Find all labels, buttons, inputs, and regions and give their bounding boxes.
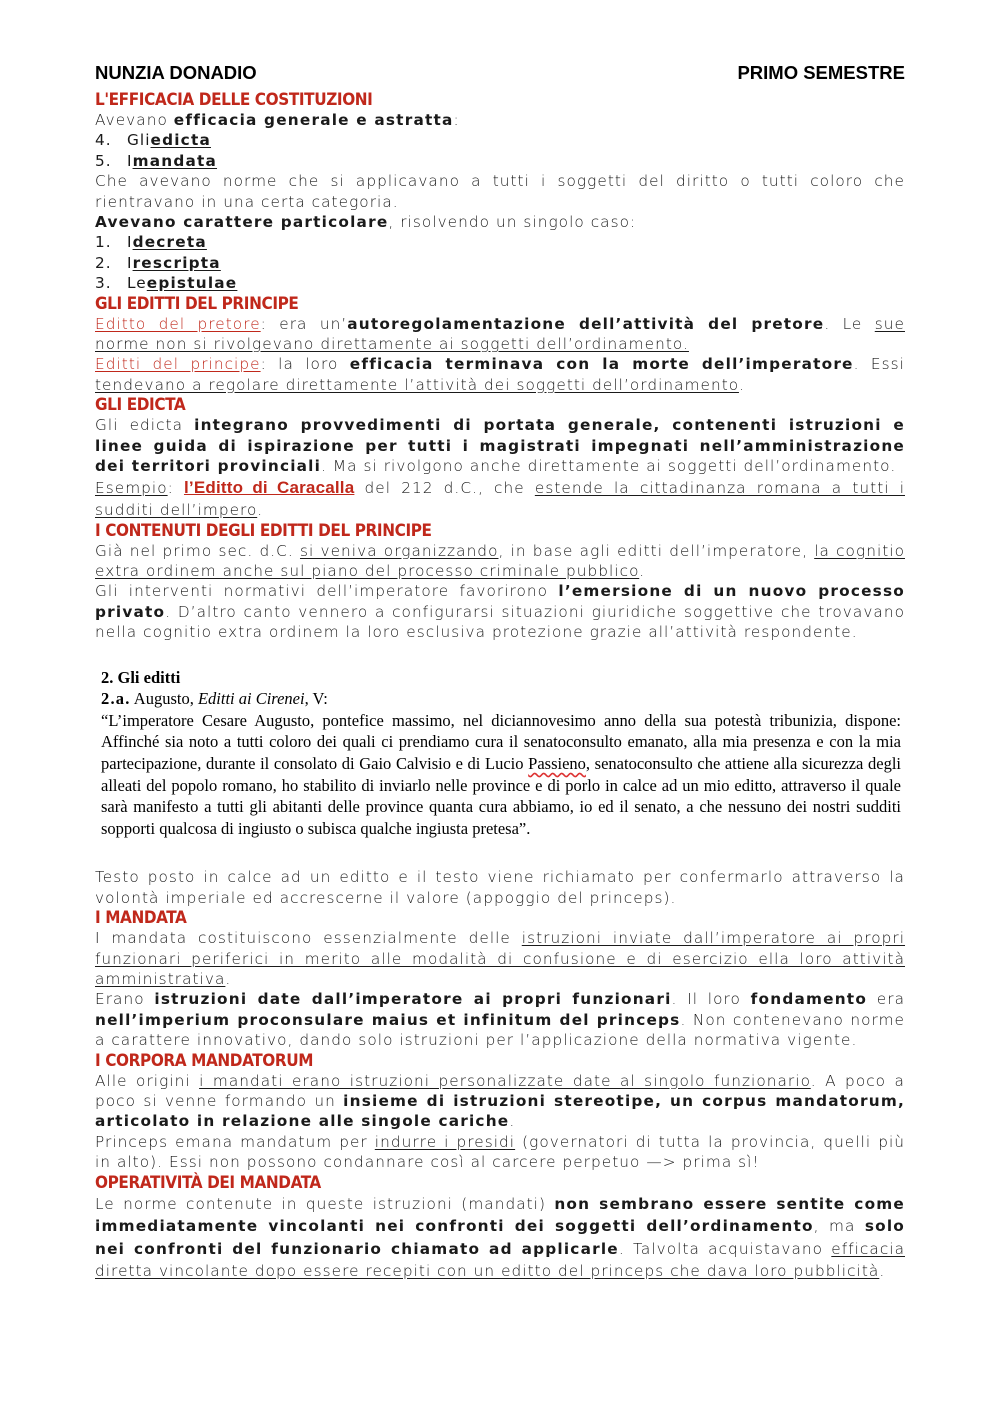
paragraph: Alle origini i mandati erano istruzioni personalizzate date al singolo funzionario. A poco a poco si venne formando un insieme di istruzioni stereotipe, un corpus mandatorum, articolato in relazione alle singole cariche. — [95, 1071, 905, 1131]
list-item: 2. I rescripta — [95, 253, 221, 272]
paragraph: Gli edicta integrano provvedimenti di portata generale, contenenti istruzioni e linee guida di ispirazione per tutti i magistrati impegnati nell’amministrazione dei territori provinciali. Ma si rivolgono anche direttamente ai soggetti dell’ordinamento. — [95, 416, 905, 476]
section-title-mandata: I MANDATA — [95, 908, 187, 929]
paragraph: Avevano carattere particolare, risolvendo un singolo caso: — [95, 213, 637, 232]
paragraph: Già nel primo sec. d.C. si veniva organizzando, in base agli editti dell’imperatore, la cognitio extra ordinem anche sul piano del processo criminale pubblico. — [95, 541, 905, 580]
section-title-editti-principe: GLI EDITTI DEL PRINCIPE — [95, 293, 299, 314]
section-title-edicta: GLI EDICTA — [95, 395, 186, 416]
paragraph: Editto del pretore: era un’autoregolamentazione dell’attività del pretore. Le sue norme non si rivolgevano direttamente ai soggetti dell’ordinamento. — [95, 314, 905, 354]
quoted-source-excerpt — [101, 667, 901, 840]
list-particular — [95, 232, 905, 293]
paragraph: Erano istruzioni date dall’imperatore ai propri funzionari. Il loro fondamento era nell’imperium proconsulare maius et infinitum del princeps. Non contenevano norme a carattere innovativo, dando solo istruzioni per l’applicazione della normativa vigente. — [95, 990, 906, 1050]
paragraph: Che avevano norme che si applicavano a tutti i soggetti del diritto o tutti coloro che rientravano in una certa categoria. — [95, 172, 905, 211]
paragraph: Gli interventi normativi dell’imperatore favorirono l’emersione di un nuovo processo privato. D’altro canto vennero a configurarsi situazioni giuridiche soggettive che trovavano nella cognitio extra ordinem la loro esclusiva protezione grazie all’attività respondente. — [95, 582, 905, 642]
caracalla-link: l’Editto di Caracalla — [183, 477, 355, 497]
page-header — [95, 62, 905, 84]
section-title-contenuti: I CONTENUTI DEGLI EDITTI DEL PRINCIPE — [95, 520, 432, 541]
section-title-operativita: OPERATIVITÀ DEI MANDATA — [95, 1172, 321, 1193]
paragraph: I mandata costituiscono essenzialmente delle istruzioni inviate dall’imperatore ai propri funzionari periferici in merito alle modalità di confusione e di esercizio ella loro attività amministrativa. — [95, 929, 906, 988]
list-item: 3. Le epistulae — [95, 274, 238, 293]
paragraph: Princeps emana mandatum per indurre i presidi (governatori di tutta la provincia, quelli più in alto). Essi non possono condannare così al carcere perpetuo —> prima sì! — [95, 1132, 905, 1172]
list-item: 1. I decreta — [95, 233, 207, 252]
list-item: 4. Gli edicta — [95, 131, 211, 150]
semester-label: PRIMO SEMESTRE — [737, 62, 905, 83]
author-name: NUNZIA DONADIO — [95, 62, 257, 83]
excerpt-quote: “L’imperatore Cesare Augusto, pontefice massimo, nel diciannovesimo anno della sua potestà tribunizia, dispone: Affinché sia noto a tutti coloro dei quali ci prendiamo cura il senatoconsulto emanato, alla mia presenza e con la mia partecipazione, durante il consolato di Gaio Calvisio e di Lucio Passieno, senatoconsulto che attiene alla sicurezza degli alleati del popolo romano, ho stabilito di inviarlo nelle province e di porlo in calce ad un mio editto, attraverso il quale sarà manifesto a tutti gli abitanti delle province quanta cura abbiamo, io ed il senato, a che nessuno dei nostri sudditi sopporti qualcosa di ingiusto o subisca qualche ingiusta pretesa”. — [101, 710, 901, 838]
paragraph: Editti del principe: la loro efficacia terminava con la morte dell’imperatore. Essi tendevano a regolare direttamente l’attività dei soggetti dell’ordinamento. — [95, 355, 905, 394]
list-general — [95, 130, 905, 171]
paragraph: Avevano efficacia generale e astratta: — [95, 111, 460, 129]
list-item: 5. I mandata — [95, 151, 218, 170]
section-title-corpora: I CORPORA MANDATORUM — [95, 1050, 314, 1071]
paragraph: Le norme contenute in queste istruzioni (mandati) non sembrano essere sentite come immediatamente vincolanti nei confronti dei soggetti dell’ordinamento, ma solo nei confronti del funzionario chiamato ad applicarle. Talvolta acquistavano efficacia diretta vincolante dopo essere recepiti con un editto del princeps che dava loro pubblicità. — [95, 1194, 905, 1281]
section-title-efficacia: L'EFFICACIA DELLE COSTITUZIONI — [95, 90, 373, 110]
excerpt-subheading: 2.a. Augusto, Editti ai Cirenei, V: — [101, 689, 328, 709]
paragraph: Esempio: l’Editto di Caracalla del 212 d.C., che estende la cittadinanza romana a tutti i sudditi dell’impero. — [95, 477, 905, 519]
excerpt-heading: 2. Gli editti — [101, 667, 181, 687]
paragraph: Testo posto in calce ad un editto e il testo viene richiamato per confermarlo attraverso la volontà imperiale ed accrescerne il valore (appoggio del princeps). — [95, 868, 905, 907]
